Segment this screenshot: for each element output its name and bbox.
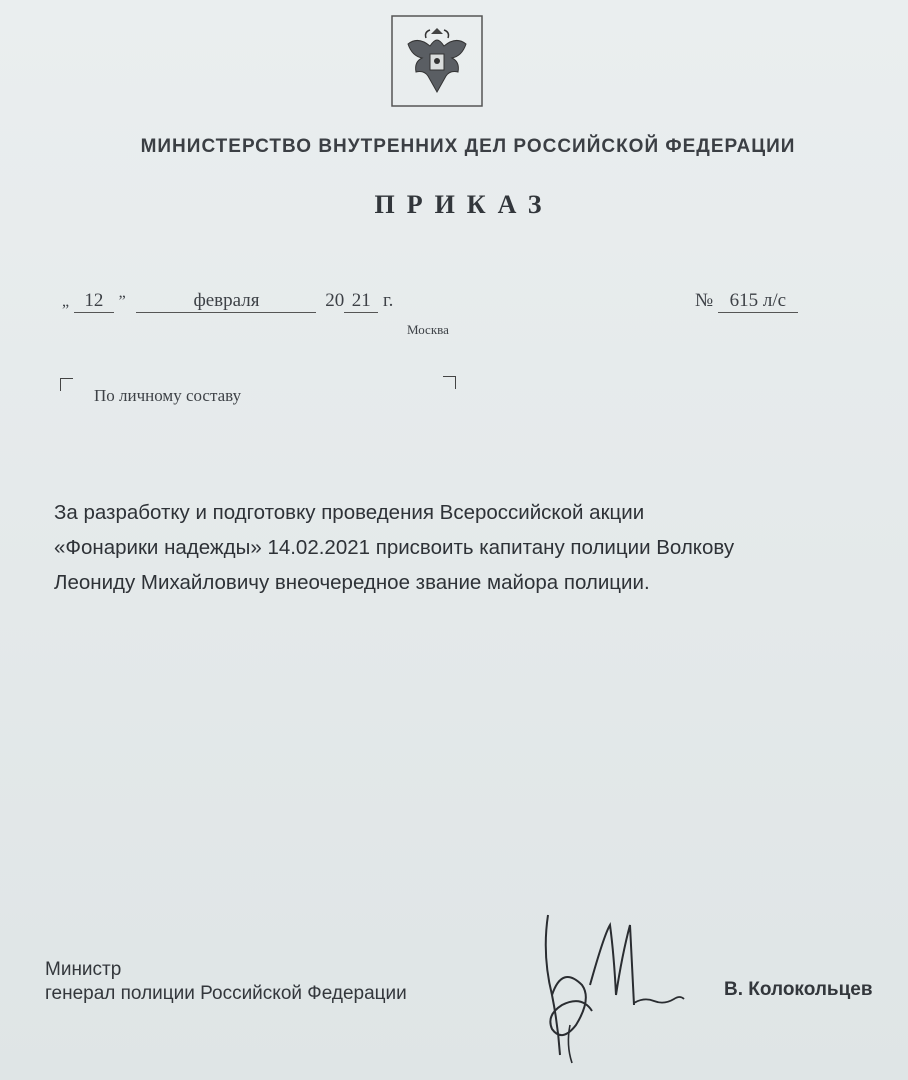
document-title: ПРИКАЗ bbox=[374, 190, 554, 219]
number-sign: № bbox=[695, 290, 714, 311]
signature-icon bbox=[530, 905, 710, 1065]
signatory-name: В. Колокольцев bbox=[724, 979, 873, 1000]
quote-close: ” bbox=[118, 293, 126, 310]
order-day: 12 bbox=[74, 290, 114, 313]
order-year-suffix: 21 bbox=[344, 290, 378, 313]
position-title: Министр bbox=[45, 959, 122, 980]
quote-open: „ bbox=[62, 293, 70, 310]
issue-city: Москва bbox=[407, 322, 449, 337]
order-month: февраля bbox=[136, 290, 316, 313]
order-body bbox=[54, 495, 884, 600]
order-number-value: 615 л/с bbox=[718, 290, 798, 313]
coat-of-arms-icon bbox=[390, 14, 484, 108]
position-rank: генерал полиции Российской Федерации bbox=[45, 983, 407, 1004]
body-line: За разработку и подготовку проведения Всероссийской акции bbox=[54, 501, 645, 524]
bracket-left bbox=[60, 378, 73, 391]
order-date bbox=[62, 290, 393, 313]
order-subject: По личному составу bbox=[94, 386, 242, 405]
body-line: «Фонарики надежды» 14.02.2021 присвоить капитану полиции Волкову bbox=[54, 536, 735, 559]
bracket-right bbox=[443, 376, 456, 389]
signatory-position bbox=[45, 958, 407, 1006]
order-year-prefix: 20 bbox=[325, 290, 345, 311]
order-year-unit: г. bbox=[382, 290, 394, 311]
order-number bbox=[695, 290, 798, 313]
ministry-name: МИНИСТЕРСТВО ВНУТРЕННИХ ДЕЛ РОССИЙСКОЙ ФЕДЕРАЦИИ bbox=[140, 136, 796, 157]
body-line: Леониду Михайловичу внеочередное звание майора полиции. bbox=[54, 571, 650, 594]
